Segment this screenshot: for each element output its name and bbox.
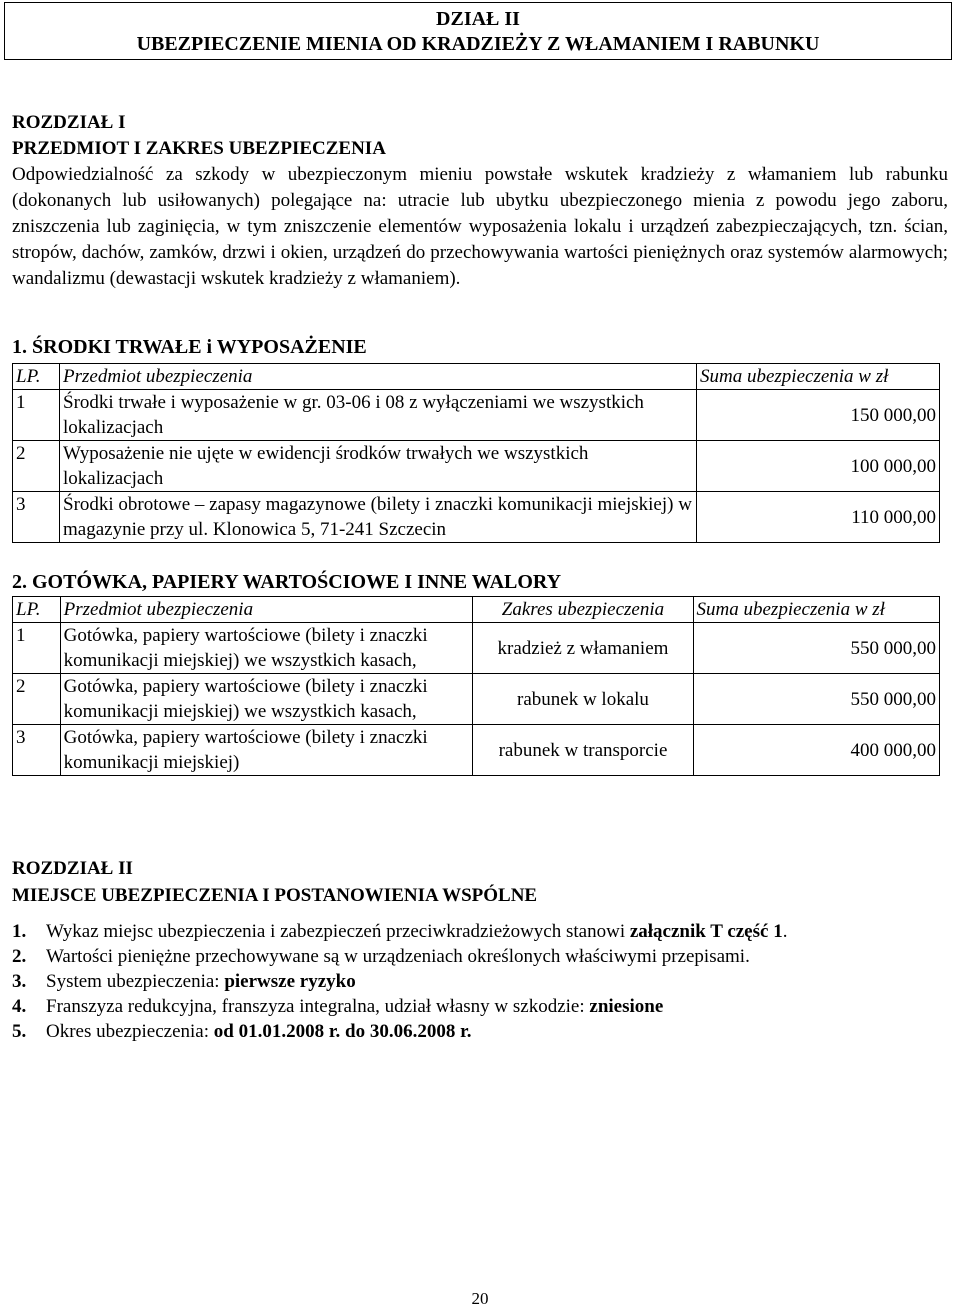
row-scope: kradzież z włamaniem xyxy=(473,623,693,674)
row-lp: 3 xyxy=(13,725,61,776)
row-subject: Gotówka, papiery wartościowe (bilety i znaczki komunikacji miejskiej) we wszystkich kasach, xyxy=(60,674,473,725)
row-sum: 550 000,00 xyxy=(693,674,939,725)
list-item: 5. Okres ubezpieczenia: od 01.01.2008 r. do 30.06.2008 r. xyxy=(12,1021,472,1042)
row-sum: 550 000,00 xyxy=(693,623,939,674)
row-lp: 1 xyxy=(13,623,61,674)
row-lp: 3 xyxy=(13,492,60,543)
row-scope: rabunek w transporcie xyxy=(473,725,693,776)
row-lp: 2 xyxy=(13,441,60,492)
row-sum: 110 000,00 xyxy=(697,492,940,543)
chapter-1-label: ROZDZIAŁ I xyxy=(12,112,126,133)
fixed-assets-table xyxy=(12,363,940,543)
provisions-list xyxy=(12,919,948,1044)
section-1-title: 1. ŚRODKI TRWAŁE i WYPOSAŻENIE xyxy=(12,336,367,358)
chapter-2-label: ROZDZIAŁ II xyxy=(12,858,133,879)
section-2-title: 2. GOTÓWKA, PAPIERY WARTOŚCIOWE I INNE WALORY xyxy=(12,571,562,593)
row-sum: 100 000,00 xyxy=(697,441,940,492)
list-item: 2. Wartości pieniężne przechowywane są w urządzeniach określonych właściwymi przepisami. xyxy=(12,946,750,967)
chapter-2 xyxy=(12,855,948,1044)
header-sum: Suma ubezpieczenia w zł xyxy=(697,364,940,390)
header-subject: Przedmiot ubezpieczenia xyxy=(60,597,473,623)
table-row xyxy=(13,492,940,543)
row-subject: Środki trwałe i wyposażenie w gr. 03-06 i 08 z wyłączeniami we wszystkich lokalizacjach xyxy=(60,390,697,441)
row-subject: Wyposażenie nie ujęte w ewidencji środków trwałych we wszystkich lokalizacjach xyxy=(60,441,697,492)
row-scope: rabunek w lokalu xyxy=(473,674,693,725)
chapter-1-title: PRZEDMIOT I ZAKRES UBEZPIECZENIA xyxy=(12,138,386,159)
header-scope: Zakres ubezpieczenia xyxy=(473,597,693,623)
banner-line-2: UBEZPIECZENIE MIENIA OD KRADZIEŻY Z WŁAMANIEM I RABUNKU xyxy=(136,33,820,55)
row-lp: 2 xyxy=(13,674,61,725)
table-header-row xyxy=(13,597,940,623)
header-subject: Przedmiot ubezpieczenia xyxy=(60,364,697,390)
chapter-1-paragraph: Odpowiedzialność za szkody w ubezpieczonym mieniu powstałe wskutek kradzieży z włamaniem lub rabunku (dokonanych lub usiłowanych) polegające na: utracie lub ubytku ubezpieczonego mienia z powodu jego zaboru, zniszczenia lub zaginięcia, w tym zniszczenie elementów wyposażenia lokalu i urządzeń zabezpieczających, tzn. ścian, stropów, dachów, zamków, drzwi i okien, urządzeń do przechowywania wartości pieniężnych oraz systemów alarmowych; wandalizmu (dewastacji wskutek kradzieży z włamaniem). xyxy=(12,164,948,289)
table-row xyxy=(13,674,940,725)
row-lp: 1 xyxy=(13,390,60,441)
cash-securities-table xyxy=(12,596,940,776)
header-lp: LP. xyxy=(13,597,61,623)
row-sum: 150 000,00 xyxy=(697,390,940,441)
header-lp: LP. xyxy=(13,364,60,390)
header-sum: Suma ubezpieczenia w zł xyxy=(693,597,939,623)
row-subject: Gotówka, papiery wartościowe (bilety i znaczki komunikacji miejskiej) xyxy=(60,725,473,776)
row-subject: Środki obrotowe – zapasy magazynowe (bilety i znaczki komunikacji miejskiej) w magazynie przy ul. Klonowica 5, 71-241 Szczecin xyxy=(60,492,697,543)
row-subject: Gotówka, papiery wartościowe (bilety i znaczki komunikacji miejskiej) we wszystkich kasach, xyxy=(60,623,473,674)
table-row xyxy=(13,725,940,776)
list-item: 4. Franszyza redukcyjna, franszyza integralna, udział własny w szkodzie: zniesione xyxy=(12,996,664,1017)
section-banner xyxy=(4,2,952,60)
table-header-row xyxy=(13,364,940,390)
list-item: 1. Wykaz miejsc ubezpieczenia i zabezpieczeń przeciwkradzieżowych stanowi załącznik T część 1. xyxy=(12,921,788,942)
row-sum: 400 000,00 xyxy=(693,725,939,776)
banner-line-1: DZIAŁ II xyxy=(436,8,520,30)
table-row xyxy=(13,441,940,492)
table-row xyxy=(13,390,940,441)
chapter-1 xyxy=(12,110,948,292)
list-item: 3. System ubezpieczenia: pierwsze ryzyko xyxy=(12,971,356,992)
page-number: 20 xyxy=(471,1289,489,1308)
chapter-2-title: MIEJSCE UBEZPIECZENIA I POSTANOWIENIA WSPÓLNE xyxy=(12,885,538,906)
table-row xyxy=(13,623,940,674)
